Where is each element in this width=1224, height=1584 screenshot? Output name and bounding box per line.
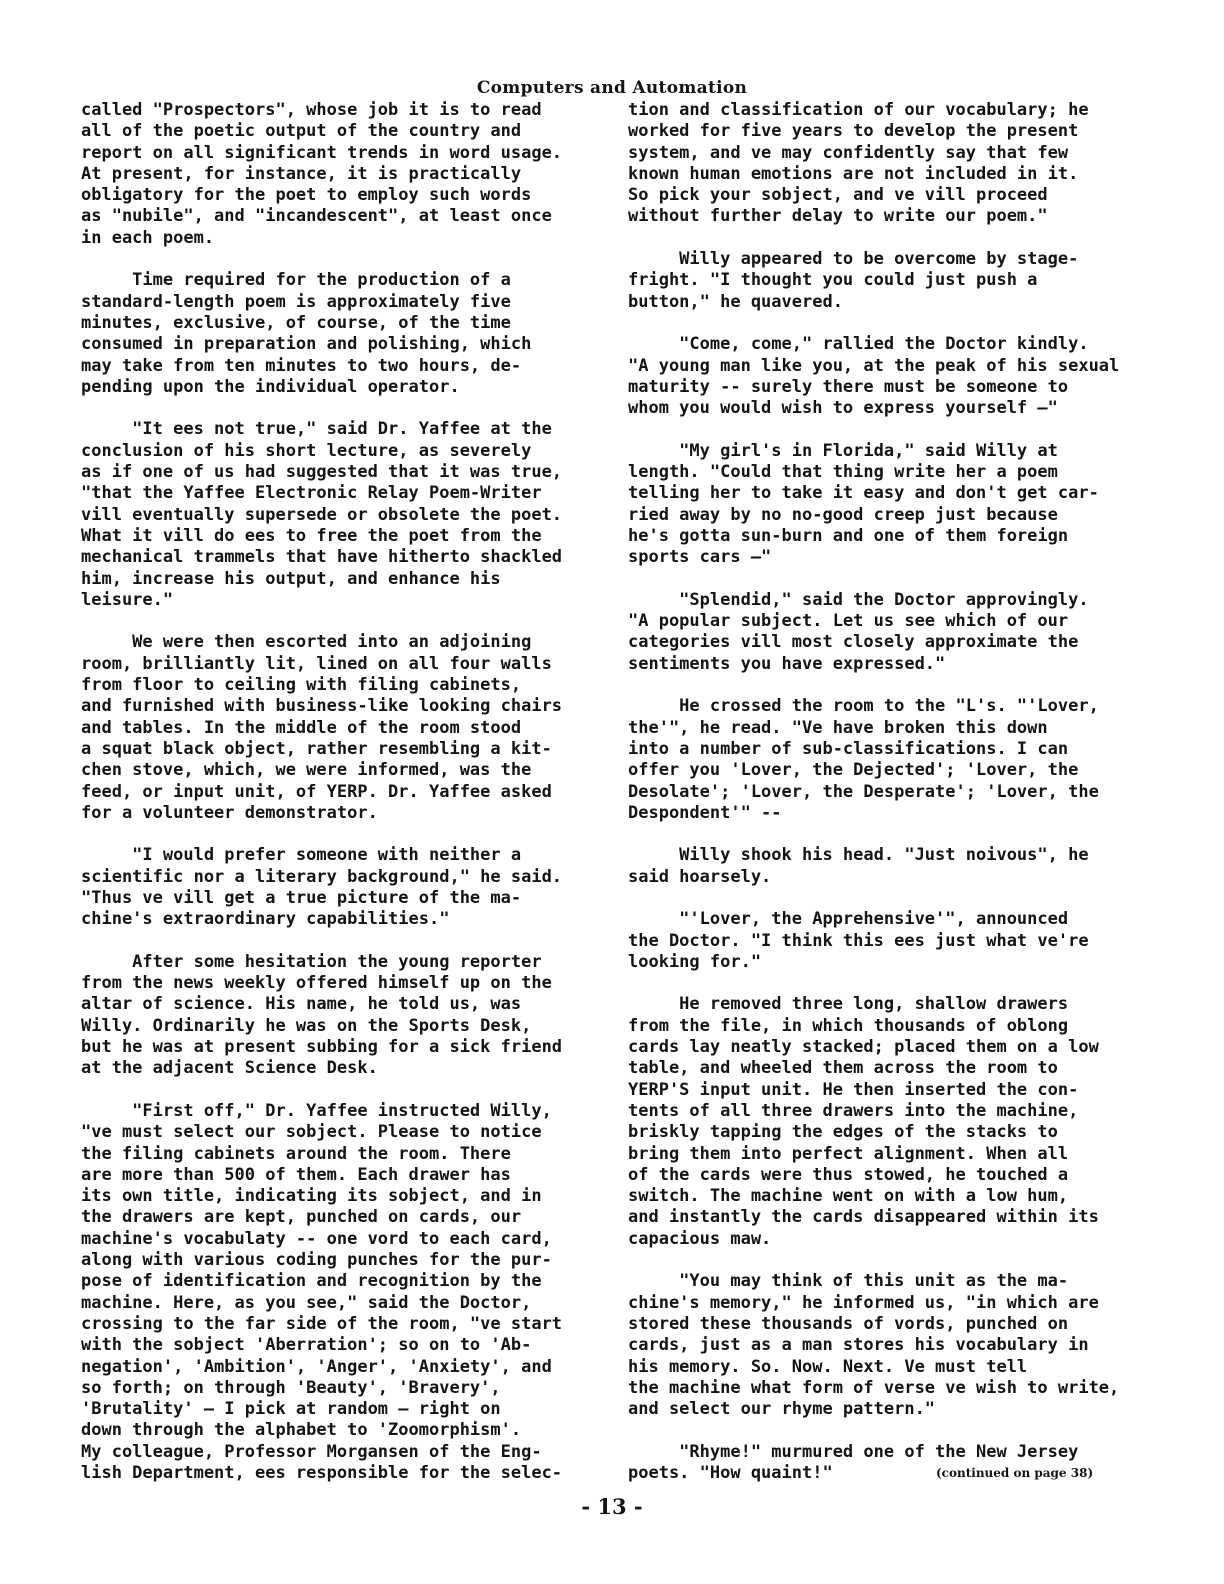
paragraph: "Come, come," rallied the Doctor kindly. "A young man like you, at the peak of his sexual maturity -- surely there must be someone to whom you would wish to express yourself —"	[628, 334, 1120, 419]
paragraph: Willy appeared to be overcome by stage- fright. "I thought you could just push a button," he quavered.	[628, 249, 1079, 312]
paragraph: "You may think of this unit as the ma- chine's memory," he informed us, "in which are stored these thousands of vords, punched on cards, just as a man stores his vocabulary in his memory. So. Now. Next. Ve must tell the machine what form of verse ve wish to write, and select our rhyme pattern."	[628, 1271, 1120, 1420]
paragraph: He crossed the room to the "L's. "'Lover, the'", he read. "Ve have broken this down into a number of sub-classifications. I can offer you 'Lover, the Dejected'; 'Lover, the Desolate'; 'Lover, the Desperate'; 'Lover, the Despondent'" --	[628, 696, 1099, 823]
paragraph: "It ees not true," said Dr. Yaffee at the conclusion of his short lecture, as severely as if one of us had suggested that it was true, "that the Yaffee Electronic Relay Poem-Writer vill eventually supersede or obsolete the poet. What it vill do ees to free the poet from the mechanical trammels that have hitherto shackled him, increase his output, and enhance his leisure."	[81, 419, 563, 610]
paragraph: He removed three long, shallow drawers from the file, in which thousands of oblong cards lay neatly stacked; placed them on a low table, and wheeled them across the room to YERP'S input unit. He then inserted the con- tents of all three drawers into the machine, briskly tapping the edges of the stacks to bring them into perfect alignment. When all of the cards were thus stowed, he touched a switch. The machine went on with a low hum, and instantly the cards disappeared within its capacious maw.	[628, 994, 1099, 1249]
paragraph: "First off," Dr. Yaffee instructed Willy, "ve must select our sobject. Please to notice the filing cabinets around the room. There are more than 500 of them. Each drawer has its own title, indicating its sobject, and in the drawers are kept, punched on cards, our machine's vocabulaty -- one vord to each card, along with various coding punches for the pur- pose of identification and recognition by the machine. Here, as you see," said the Doctor, crossing to the far side of the room, "ve start with the sobject 'Aberration'; so on to 'Ab- negation', 'Ambition', 'Anger', 'Anxiety', and so forth; on through 'Beauty', 'Bravery', 'Brutality' — I pick at random — right on down through the alphabet to 'Zoomorphism'. My colleague, Professor Morgansen of the Eng- lish Department, ees responsible for the selec-	[81, 1100, 563, 1483]
running-header: Computers and Automation	[476, 78, 748, 98]
continuation-note: (continued on page 38)	[936, 1466, 1094, 1480]
paragraph: After some hesitation the young reporter from the news weekly offered himself up on the altar of science. His name, he told us, was Willy. Ordinarily he was on the Sports Desk, but he was at present subbing for a sick friend at the adjacent Science Desk.	[81, 951, 563, 1079]
paragraph: called "Prospectors", whose job it is to read all of the poetic output of the country and report on all significant trends in word usage. At present, for instance, it is practically obligatory for the poet to employ such words as "nubile", and "incandescent", at least once in each poem.	[81, 100, 563, 248]
paragraph: We were then escorted into an adjoining room, brilliantly lit, lined on all four walls from floor to ceiling with filing cabinets, and furnished with business-like looking chairs and tables. In the middle of the room stood a squat black object, rather resembling a kit- chen stove, which, we were informed, was the feed, or input unit, of YERP. Dr. Yaffee asked for a volunteer demonstrator.	[81, 632, 563, 823]
left-column	[81, 100, 581, 1506]
page-number: - 13 -	[581, 1494, 643, 1519]
paragraph: "I would prefer someone with neither a scientific nor a literary background," he said. "Thus ve vill get a true picture of the ma- chine's extraordinary capabilities."	[81, 845, 563, 930]
right-column	[628, 100, 1123, 1506]
paragraph: "My girl's in Florida," said Willy at length. "Could that thing write her a poem telling her to take it easy and don't get car- ried away by no no-good creep just because he's gotta sun-burn and one of them foreign sports cars —"	[628, 440, 1099, 568]
paragraph: "Splendid," said the Doctor approvingly. "A popular subject. Let us see which of our categories vill most closely approximate the sentiments you have expressed."	[628, 589, 1089, 674]
paragraph: "Rhyme!" murmured one of the New Jersey poets. "How quaint!"	[628, 1441, 1079, 1483]
paragraph: Willy shook his head. "Just noivous", he said hoarsely.	[628, 845, 1089, 887]
paragraph: "'Lover, the Apprehensive'", announced the Doctor. "I think this ees just what ve're looking for."	[628, 909, 1089, 972]
paragraph: Time required for the production of a standard-length poem is approximately five minutes, exclusive, of course, of the time consumed in preparation and polishing, which may take from ten minutes to two hours, de- pending upon the individual operator.	[81, 270, 532, 397]
paragraph: tion and classification of our vocabulary; he worked for five years to develop the present system, and ve may confidently say that few known human emotions are not included in it. So pick your sobject, and ve vill proceed without further delay to write our poem."	[628, 100, 1089, 227]
